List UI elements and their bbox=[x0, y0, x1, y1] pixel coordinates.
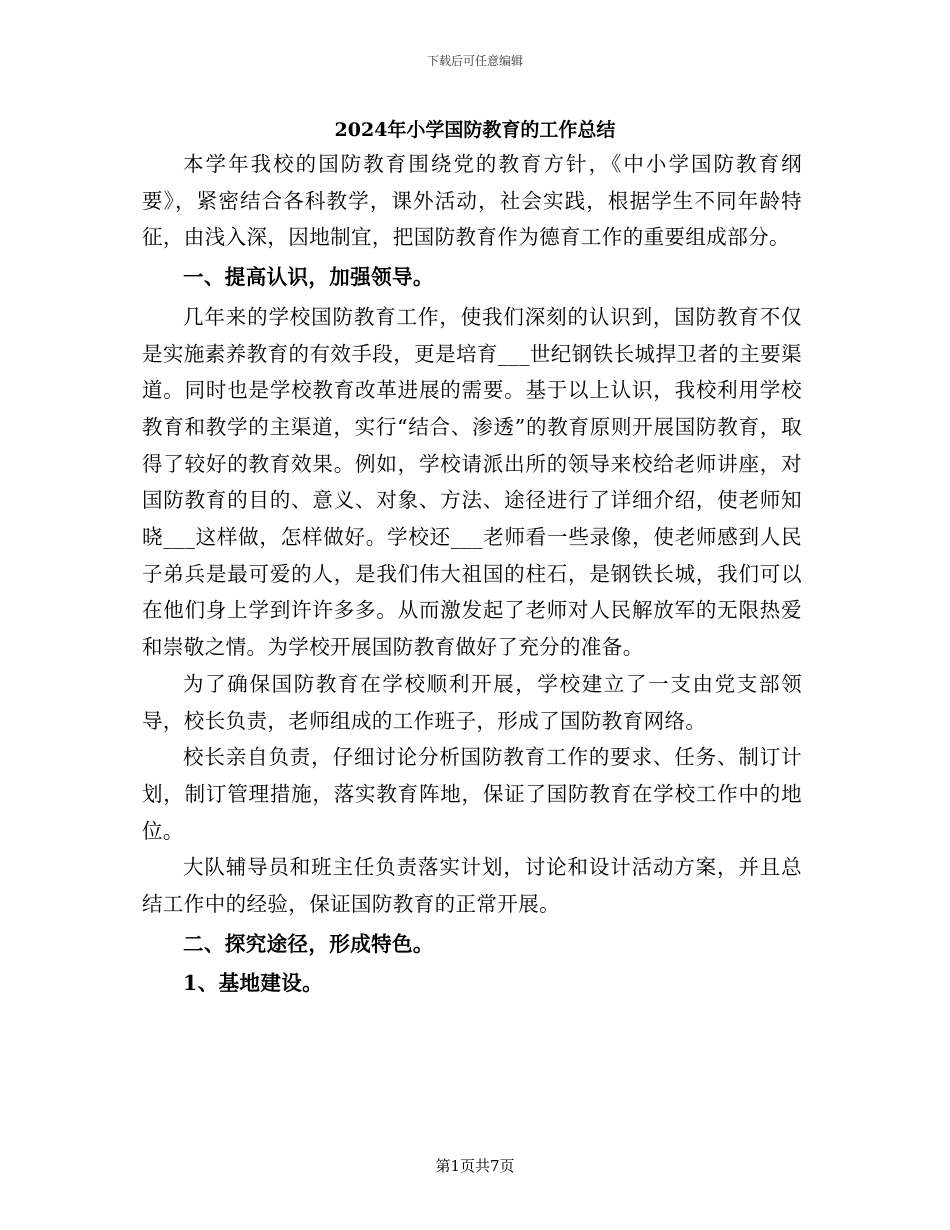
section-heading: 二、探究途径，形成特色。 bbox=[183, 931, 434, 956]
paragraph: 本学年我校的国防教育围绕党的教育方针，《中小学国防教育纲要》，紧密结合各科教学，课外活动，社会实践，根据学生不同年龄特征，由浅入深，因地制宜，把国防教育作为德育工作的重要组成部分。 bbox=[142, 152, 802, 250]
section-heading: 1、基地建设。 bbox=[183, 971, 324, 996]
section-heading: 一、提高认识，加强领导。 bbox=[183, 265, 434, 290]
document-title: 2024年小学国防教育的工作总结 bbox=[334, 119, 616, 141]
header-note: 下载后可任意编辑 bbox=[426, 54, 523, 68]
document-body bbox=[142, 146, 802, 1005]
paragraph: 几年来的学校国防教育工作，使我们深刻的认识到，国防教育不仅是实施素养教育的有效手段，更是培育___世纪钢铁长城捍卫者的主要渠道。同时也是学校教育改革进展的需要。基于以上认识，我校利用学校教育和教学的主渠道，实行“结合、渗透”的教育原则开展国防教育，取得了较好的教育效果。例如，学校请派出所的领导来校给老师讲座，对国防教育的目的、意义、对象、方法、途径进行了详细介绍，使老师知晓___这样做，怎样做好。学校还___老师看一些录像，使老师感到人民子弟兵是最可爱的人，是我们伟大祖国的柱石，是钢铁长城，我们可以在他们身上学到许许多多。从而激发起了老师对人民解放军的无限热爱和崇敬之情。为学校开展国防教育做好了充分的准备。 bbox=[142, 304, 802, 660]
paragraph: 为了确保国防教育在学校顺利开展，学校建立了一支由党支部领导，校长负责，老师组成的工作班子，形成了国防教育网络。 bbox=[142, 671, 802, 733]
page-footer: 第1页共7页 bbox=[435, 1157, 515, 1175]
paragraph: 校长亲自负责，仔细讨论分析国防教育工作的要求、任务、制订计划，制订管理措施，落实教育阵地，保证了国防教育在学校工作中的地位。 bbox=[142, 745, 802, 843]
paragraph: 大队辅导员和班主任负责落实计划，讨论和设计活动方案，并且总结工作中的经验，保证国防教育的正常开展。 bbox=[142, 855, 802, 917]
